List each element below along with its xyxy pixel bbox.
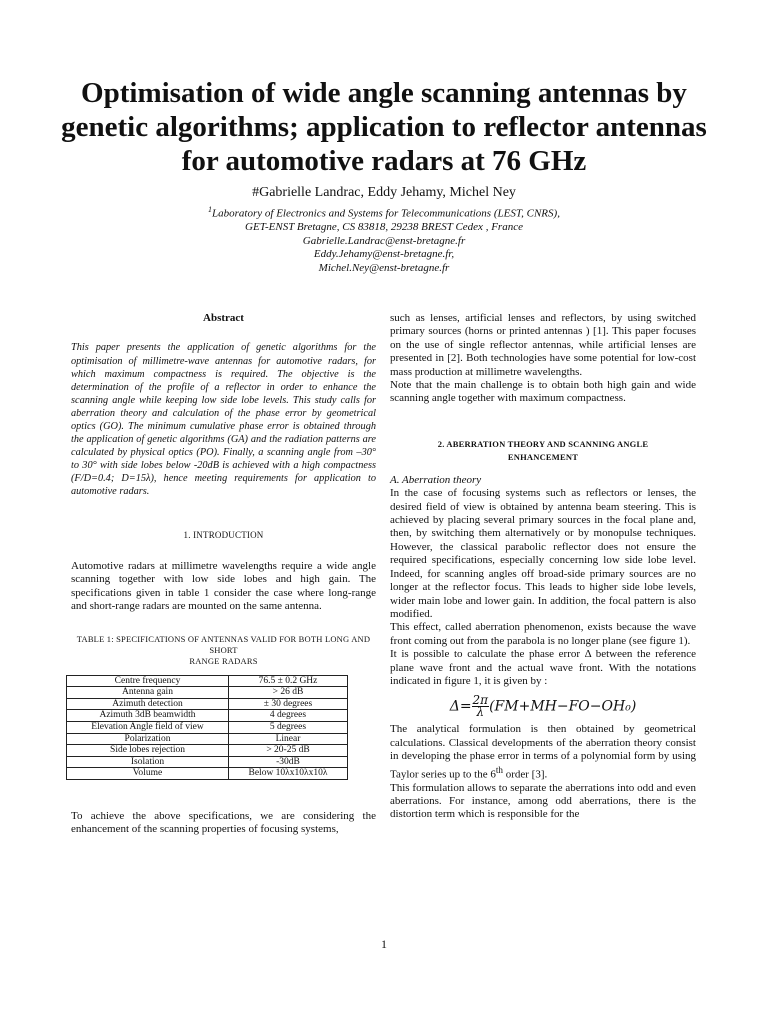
section2-heading-line2: ENHANCEMENT — [507, 451, 579, 462]
right-column — [390, 312, 696, 822]
table-row — [67, 710, 348, 722]
section2-heading-line1: 2. ABERRATION THEORY AND SCANNING ANGLE — [437, 438, 649, 449]
affiliation-sup: 1 — [208, 205, 213, 214]
right-paragraph-3: In the case of focusing systems such as reflectors or lenses, the desired field of view is obtained by antenna beam steering. This is achieved by placing several primary sources in the focal plane and, then, by switching them alternatively or by monopulse techniques. However, the classical parabolic reflector does not ensure the required specifications, especially concerning low side lobe level. Indeed, for scanning angles off broad-side primary sources are no longer at the reflector focus. This leads to higher side lobe levels, wider main lobe and lower gain. In addition, the focal pattern is also modified. — [390, 487, 696, 620]
table-row — [67, 721, 348, 733]
table-cell-parameter: Side lobes rejection — [67, 745, 229, 757]
table-caption — [71, 634, 376, 667]
intro-paragraph-2: To achieve the above specifications, we are considering the enhancement of the scanning properties of focusing systems, — [71, 809, 376, 836]
table-cell-value: Linear — [229, 733, 348, 745]
table-caption-line1: TABLE 1: SPECIFICATIONS OF ANTENNAS VALID FOR BOTH LONG AND SHORT — [76, 633, 371, 655]
table-cell-parameter: Volume — [67, 768, 229, 780]
phase-error-formula — [390, 695, 696, 718]
table-cell-parameter: Azimuth 3dB beamwidth — [67, 710, 229, 722]
formula-fraction — [472, 695, 490, 718]
table-cell-parameter: Isolation — [67, 756, 229, 768]
table-row — [67, 756, 348, 768]
email-2: Eddy.Jehamy@enst-bretagne.fr, — [313, 248, 455, 261]
table-cell-value: ± 30 degrees — [229, 698, 348, 710]
table-row — [67, 698, 348, 710]
affiliation — [0, 203, 768, 276]
table-cell-value: Below 10λx10λx10λ — [229, 768, 348, 780]
intro-paragraph: Automotive radars at millimetre wavelengths require a wide angle scanning together with low side lobes and high gain. The specifications given in table 1 consider the case where long-range and short-range radars are mounted on the same antenna. — [71, 559, 376, 613]
table-cell-value: > 26 dB — [229, 687, 348, 699]
affiliation-address: GET-ENST Bretagne, CS 83818, 29238 BREST Cedex , France — [245, 221, 523, 234]
table-cell-value: 4 degrees — [229, 710, 348, 722]
table-cell-parameter: Azimuth detection — [67, 698, 229, 710]
left-column — [71, 312, 376, 837]
affiliation-lab — [0, 203, 768, 221]
table-row — [67, 687, 348, 699]
table-cell-parameter: Centre frequency — [67, 675, 229, 687]
right-paragraph-4: This effect, called aberration phenomenon, exists because the wave front coming out from the parabola is no longer plane (see figure 1). — [390, 621, 696, 647]
table-cell-value: 76.5 ± 0.2 GHz — [229, 675, 348, 687]
section-heading-introduction: 1. INTRODUCTION — [183, 529, 264, 540]
table-cell-parameter: Antenna gain — [67, 687, 229, 699]
right-paragraph-5: It is possible to calculate the phase error Δ between the reference plane wave front and the actual wave front. With the notations indicated in figure 1, it is given by : — [390, 648, 696, 687]
right-paragraph-1: such as lenses, artificial lenses and reflectors, by using switched primary sources (horns or printed antennas ) [1]. This paper focuses on the use of single reflector antennas, while artificial lenses are presented in [2]. Both technologies have some potential for low-cost mass production at millimetre wavelengths. — [390, 312, 696, 378]
right-paragraph-7: This formulation allows to separate the aberrations into odd and even aberrations. For instance, among odd aberrations, there is the distortion term which is responsible for the — [390, 781, 696, 821]
table-cell-parameter: Elevation Angle field of view — [67, 721, 229, 733]
section-heading-aberration — [390, 438, 696, 464]
formula-lhs: Δ= — [449, 698, 472, 715]
table-cell-parameter: Polarization — [67, 733, 229, 745]
table-caption-line2: RANGE RADARS — [189, 655, 258, 666]
email-1: Gabrielle.Landrac@enst-bretagne.fr — [302, 234, 466, 247]
email-3: Michel.Ney@enst-bretagne.fr — [318, 262, 450, 275]
affiliation-lab-text: Laboratory of Electronics and Systems for Telecommunications (LEST, CNRS), — [212, 207, 560, 220]
right-paragraph-6 — [390, 723, 696, 781]
table-row — [67, 745, 348, 757]
table-row — [67, 768, 348, 780]
table-cell-value: 5 degrees — [229, 721, 348, 733]
table-cell-value: -30dB — [229, 756, 348, 768]
specifications-table — [66, 675, 348, 780]
right-paragraph-2: Note that the main challenge is to obtain both high gain and wide scanning angle together with maximum compactness. — [390, 379, 696, 405]
subsection-heading: A. Aberration theory — [390, 473, 482, 486]
para6-text-a: The analytical formulation is then obtained by geometrical calculations. Classical developments of the aberration theory consist in developing the phase error in terms of a polynomial form by using Taylor series up to the 6 — [390, 723, 696, 781]
formula-rhs: (FM+MH−FO−OH₀) — [489, 698, 637, 715]
table-row — [67, 675, 348, 687]
abstract-text: This paper presents the application of genetic algorithms for the optimisation of millimetre-wave antennas for automotive radars, for which maximum compactness is required. The objective is the determination of the profile of a reflector in order to enhance the scanning angle while keeping low side lobe levels. This study calls for aberration theory and calculation of the phase error by geometrical optics (GO). The minimum cumulative phase error is obtained through the application of genetic algorithms (GA) and the radiation patterns are calculated by physical optics (PO). Finally, a scanning angle from –30° to 30° with side lobes below -20dB is achieved with a high compactness (F/D=0.4; D=15λ), hence meeting requirements for application to automotive radars. — [71, 342, 376, 498]
authors: #Gabrielle Landrac, Eddy Jehamy, Michel Ney — [252, 185, 516, 200]
table-row — [67, 733, 348, 745]
para6-text-b: order [3]. — [502, 768, 548, 781]
paper-title: Optimisation of wide angle scanning antennas by genetic algorithms; application to reflector antennas for automotive radars at 76 GHz — [61, 77, 707, 177]
page-number: 1 — [381, 937, 387, 951]
table-cell-value: > 20-25 dB — [229, 745, 348, 757]
para6-sup: th — [495, 764, 503, 775]
formula-numerator: 2π — [472, 693, 489, 708]
abstract-heading: Abstract — [203, 312, 244, 324]
formula-denominator: λ — [476, 705, 485, 720]
